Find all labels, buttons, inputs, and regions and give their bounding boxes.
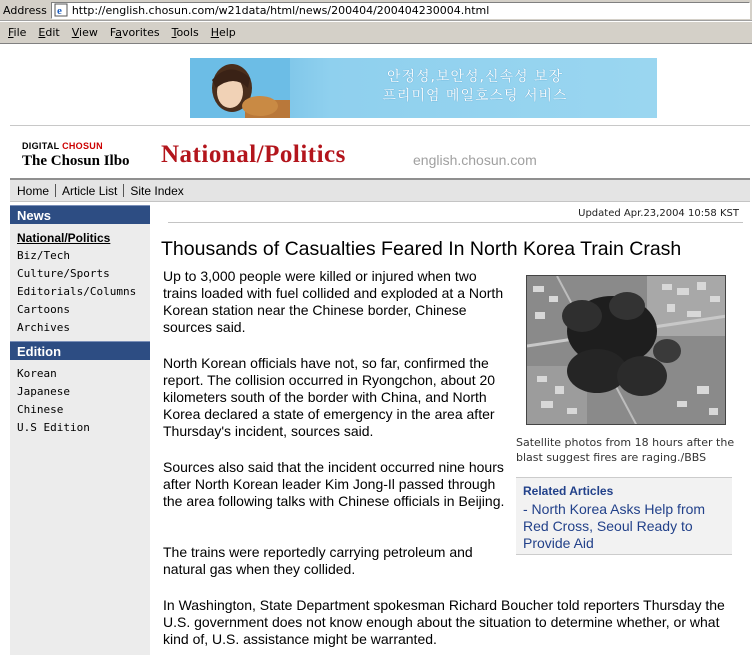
menu-bar: [0, 22, 752, 44]
sidebar-item-korean[interactable]: Korean: [17, 367, 57, 380]
menu-file[interactable]: File: [8, 26, 27, 39]
article-paragraph: In Washington, State Department spokesman Richard Boucher told reporters Thursday the U.S. government does not know enough about the situation to determine whether, or what kind of, U.S. assistance might be warranted.: [163, 597, 725, 647]
logo-main: The Chosun Ilbo: [22, 153, 130, 169]
sidebar-edition-heading: Edition: [10, 341, 150, 360]
web-page: [0, 45, 752, 655]
related-article-link[interactable]: - North Korea Asks Help from Red Cross, Seoul Ready to Provide Aid: [523, 501, 706, 551]
menu-tools[interactable]: Tools: [171, 26, 199, 39]
banner-line-2: 프리미엄 메일호스팅 서비스: [382, 88, 568, 104]
article-headline: Thousands of Casualties Feared In North Korea Train Crash: [161, 238, 682, 260]
sidebar-item-national-politics[interactable]: National/Politics: [17, 231, 111, 245]
sidebar-news-heading: News: [10, 205, 150, 224]
related-articles-title: Related Articles: [523, 484, 614, 498]
nav-article-list[interactable]: Article List: [62, 183, 118, 198]
updated-bar: [168, 205, 743, 223]
address-bar: [0, 0, 752, 21]
nav-home[interactable]: Home: [17, 183, 50, 198]
menu-view[interactable]: View: [71, 26, 98, 39]
photo-caption: Satellite photos from 18 hours after the blast suggest fires are raging./BBS: [516, 436, 735, 464]
article-paragraph: The trains were reportedly carrying petroleum and natural gas when they collided.: [163, 544, 473, 577]
updated-timestamp: Updated Apr.23,2004 10:58 KST: [578, 208, 739, 219]
section-title: National/Politics: [161, 141, 346, 168]
sidebar-item-archives[interactable]: Archives: [17, 321, 70, 334]
sidebar-item-chinese[interactable]: Chinese: [17, 403, 64, 416]
satellite-photo: [526, 275, 726, 425]
banner-woman-image: [190, 58, 290, 118]
menu-file-rest: ile: [13, 26, 27, 39]
logo-small: DIGITAL CHOSUN: [22, 141, 103, 151]
sidebar-item-cartoons[interactable]: Cartoons: [17, 303, 70, 316]
sidebar-news-list: [10, 224, 150, 341]
left-sidebar: [10, 205, 150, 655]
sidebar-item-japanese[interactable]: Japanese: [17, 385, 70, 398]
svg-text:e: e: [56, 5, 62, 17]
header-divider: [10, 125, 750, 126]
site-domain: english.chosun.com: [413, 152, 537, 168]
menu-favorites[interactable]: Favorites: [109, 26, 160, 39]
site-nav: [10, 178, 750, 202]
menu-edit[interactable]: Edit: [38, 26, 60, 39]
banner-line-1: 안정성,보안성,신속성 보장: [386, 69, 564, 85]
sidebar-item-editorials[interactable]: Editorials/Columns: [17, 285, 137, 298]
article-paragraph: North Korean officials have not, so far, confirmed the report. The collision occurred in Ryongchon, about 20 kilometers south of the border with China, and North Korea declared a state of emergency in the area after Thursday's incident, sources said.: [163, 355, 496, 439]
menu-help[interactable]: Help: [210, 26, 236, 39]
sidebar-edition-list: [10, 360, 150, 441]
article-paragraph: Sources also said that the incident occurred nine hours after North Korean leader Kim Jong-Il passed through the area following talks with Chinese officials in Beijing.: [163, 459, 505, 509]
article-paragraph: Up to 3,000 people were killed or injured when two trains loaded with fuel collided and exploded at a North Korean station near the Chinese border, Chinese sources said.: [163, 268, 504, 335]
address-label: Address: [3, 3, 47, 17]
nav-divider: [55, 184, 56, 197]
nav-divider: [123, 184, 124, 197]
sidebar-item-biz-tech[interactable]: Biz/Tech: [17, 249, 70, 262]
related-articles-box: [516, 477, 732, 555]
banner-text: [305, 68, 645, 106]
address-input[interactable]: [51, 2, 750, 19]
satellite-photo-image: [527, 276, 726, 425]
ad-banner[interactable]: [190, 58, 657, 118]
chosun-logo[interactable]: [22, 141, 130, 170]
nav-site-index[interactable]: Site Index: [130, 183, 184, 198]
ie-page-icon: [54, 3, 68, 17]
sidebar-item-us-edition[interactable]: U.S Edition: [17, 421, 90, 434]
address-url[interactable]: http://english.chosun.com/w21data/html/news/200404/200404230004.html: [71, 3, 490, 17]
sidebar-item-culture-sports[interactable]: Culture/Sports: [17, 267, 110, 280]
